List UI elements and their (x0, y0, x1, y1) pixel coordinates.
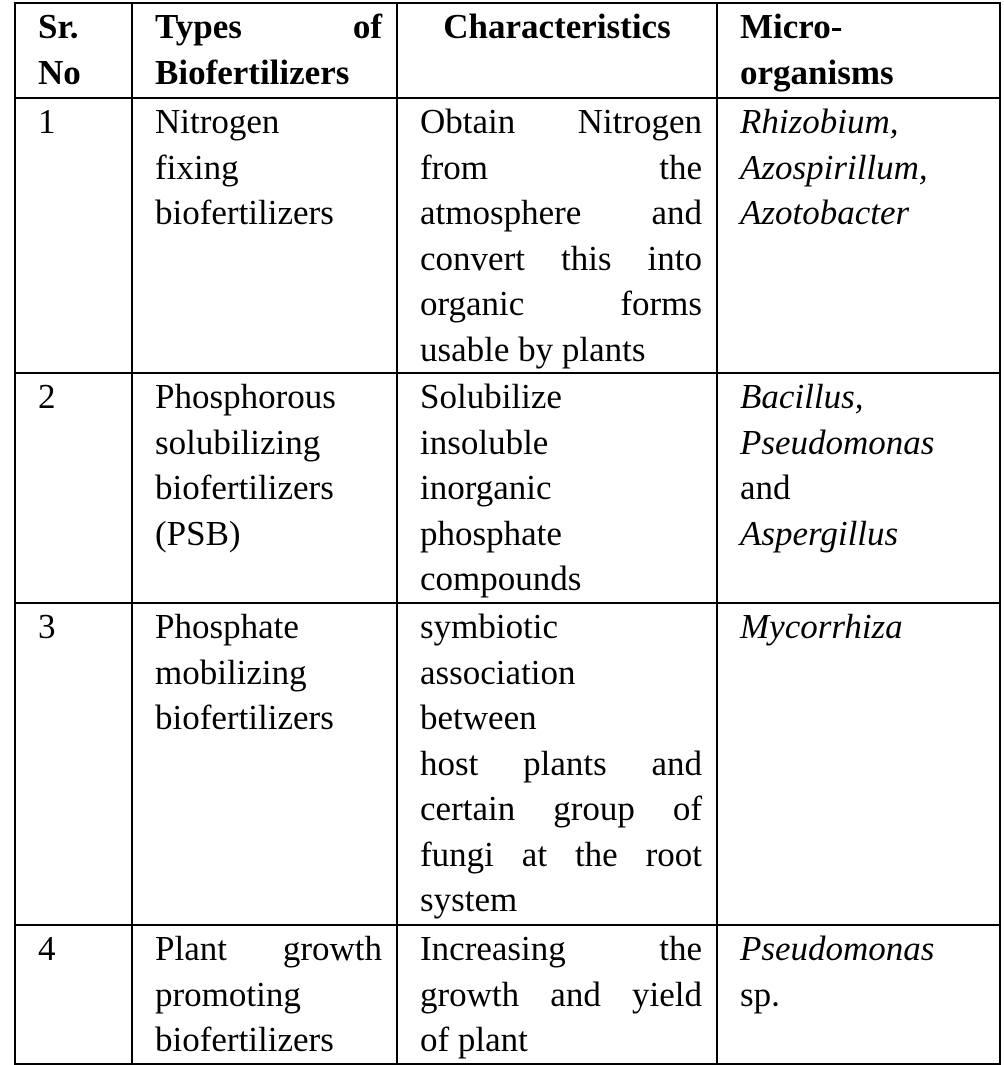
header-text: Characteristics (443, 7, 671, 46)
cell-text: organic forms (420, 284, 702, 323)
cell-text: convert this into (420, 238, 702, 278)
biofertilizers-table (14, 2, 1001, 1065)
cell-microorganisms (717, 98, 1000, 373)
cell-text: Mycorrhiza (740, 607, 903, 646)
table-row (15, 373, 1000, 603)
cell-type (132, 925, 397, 1064)
cell-text: biofertilizers (155, 698, 334, 737)
cell-microorganisms (717, 603, 1000, 925)
cell-text: fixing (155, 147, 239, 187)
cell-text: phosphate (420, 513, 562, 553)
cell-text: 4 (38, 929, 56, 968)
cell-text: 1 (38, 102, 56, 141)
cell-text: Phosphorous (155, 377, 336, 416)
cell-text: Azospirillum, (740, 147, 928, 187)
cell-text: Plant growth (155, 929, 382, 968)
cell-text: 2 (38, 377, 56, 416)
cell-text: Nitrogen (155, 102, 280, 141)
header-text: organisms (740, 52, 894, 92)
cell-text: host plants and (420, 743, 702, 783)
cell-text: insoluble (420, 422, 549, 462)
header-text: Micro- (740, 7, 843, 46)
cell-text: and (740, 468, 791, 507)
cell-text: certain group of (420, 789, 702, 828)
cell-text: of plant (420, 1020, 528, 1059)
header-text: Sr. (38, 7, 79, 46)
cell-text: Rhizobium, (740, 102, 899, 141)
header-types (132, 3, 397, 98)
cell-text: biofertilizers (155, 1020, 334, 1059)
cell-text: compounds (420, 559, 582, 598)
cell-characteristics (397, 373, 717, 603)
cell-microorganisms (717, 373, 1000, 603)
cell-text: Solubilize (420, 377, 562, 416)
cell-text: promoting (155, 974, 301, 1014)
table-row (15, 98, 1000, 373)
cell-sr-no (15, 603, 132, 925)
cell-text: symbiotic (420, 607, 559, 646)
cell-text: Obtain Nitrogen (420, 102, 702, 141)
cell-text: mobilizing (155, 652, 307, 692)
cell-text: Pseudomonas (740, 422, 935, 462)
cell-microorganisms (717, 925, 1000, 1064)
cell-text: system (420, 880, 518, 919)
header-text: No (38, 52, 81, 92)
header-text: Types of (155, 7, 382, 46)
cell-text: association (420, 652, 576, 692)
cell-text: biofertilizers (155, 468, 334, 507)
cell-text: between (420, 698, 537, 737)
header-microorganisms (717, 3, 1000, 98)
cell-text: Increasing the (420, 929, 702, 968)
header-text: Biofertilizers (155, 52, 350, 92)
cell-text: from the (420, 147, 702, 187)
cell-type (132, 603, 397, 925)
cell-text: sp. (740, 974, 780, 1014)
cell-characteristics (397, 925, 717, 1064)
header-sr-no (15, 3, 132, 98)
cell-text: Bacillus, (740, 377, 864, 416)
table-row (15, 925, 1000, 1064)
cell-text: inorganic (420, 468, 552, 507)
cell-sr-no (15, 373, 132, 603)
cell-text: biofertilizers (155, 193, 334, 232)
cell-type (132, 98, 397, 373)
header-characteristics (397, 3, 717, 98)
cell-characteristics (397, 98, 717, 373)
cell-text: Aspergillus (740, 513, 899, 553)
cell-text: atmosphere and (420, 193, 702, 232)
table-row (15, 603, 1000, 925)
cell-text: (PSB) (155, 513, 241, 553)
cell-sr-no (15, 98, 132, 373)
cell-text: usable by plants (420, 329, 646, 369)
header-row (15, 3, 1000, 98)
cell-text: growth and yield (420, 974, 702, 1014)
cell-text: Pseudomonas (740, 929, 935, 968)
cell-characteristics (397, 603, 717, 925)
cell-text: solubilizing (155, 422, 321, 462)
cell-text: 3 (38, 607, 56, 646)
cell-text: Phosphate (155, 607, 299, 646)
cell-text: fungi at the root (420, 834, 702, 874)
cell-type (132, 373, 397, 603)
cell-text: Azotobacter (740, 193, 910, 232)
cell-sr-no (15, 925, 132, 1064)
